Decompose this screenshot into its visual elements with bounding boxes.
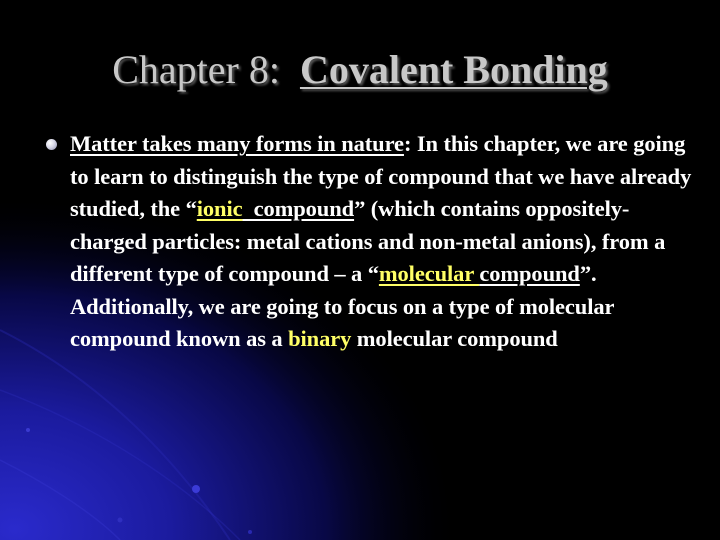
bullet-paragraph xyxy=(70,128,695,356)
title-prefix: Chapter 8: xyxy=(112,47,280,92)
sparkle-dot xyxy=(248,530,252,534)
title-topic: Covalent Bonding xyxy=(299,47,608,92)
bullet-text-1: : In this chapter, we are going to learn to distinguish the type of compound that we have already studied, the “ xyxy=(70,131,692,221)
keyword-molecular: molecular xyxy=(378,261,480,286)
keyword-binary: binary xyxy=(288,326,352,351)
bullet-text-4: molecular compound xyxy=(351,326,558,351)
keyword-compound: compound xyxy=(242,196,355,221)
sparkle-dot xyxy=(192,485,200,493)
sparkle-dot xyxy=(26,428,30,432)
bullet-text-2: ” (which contains oppositely-charged particles: metal cations and non-metal anions), from a different type of compound – a “ xyxy=(70,196,666,286)
keyword-compound: compound xyxy=(479,261,580,286)
slide-title xyxy=(0,42,720,98)
bullet-lead: Matter takes many forms in nature xyxy=(70,131,404,156)
sparkle-dot xyxy=(118,518,123,523)
keyword-ionic: ionic xyxy=(196,196,243,221)
bullet-dot-icon xyxy=(46,139,57,150)
bullet-text-3: ”. Additionally, we are going to focus on a type of molecular compound known as a xyxy=(70,261,614,351)
